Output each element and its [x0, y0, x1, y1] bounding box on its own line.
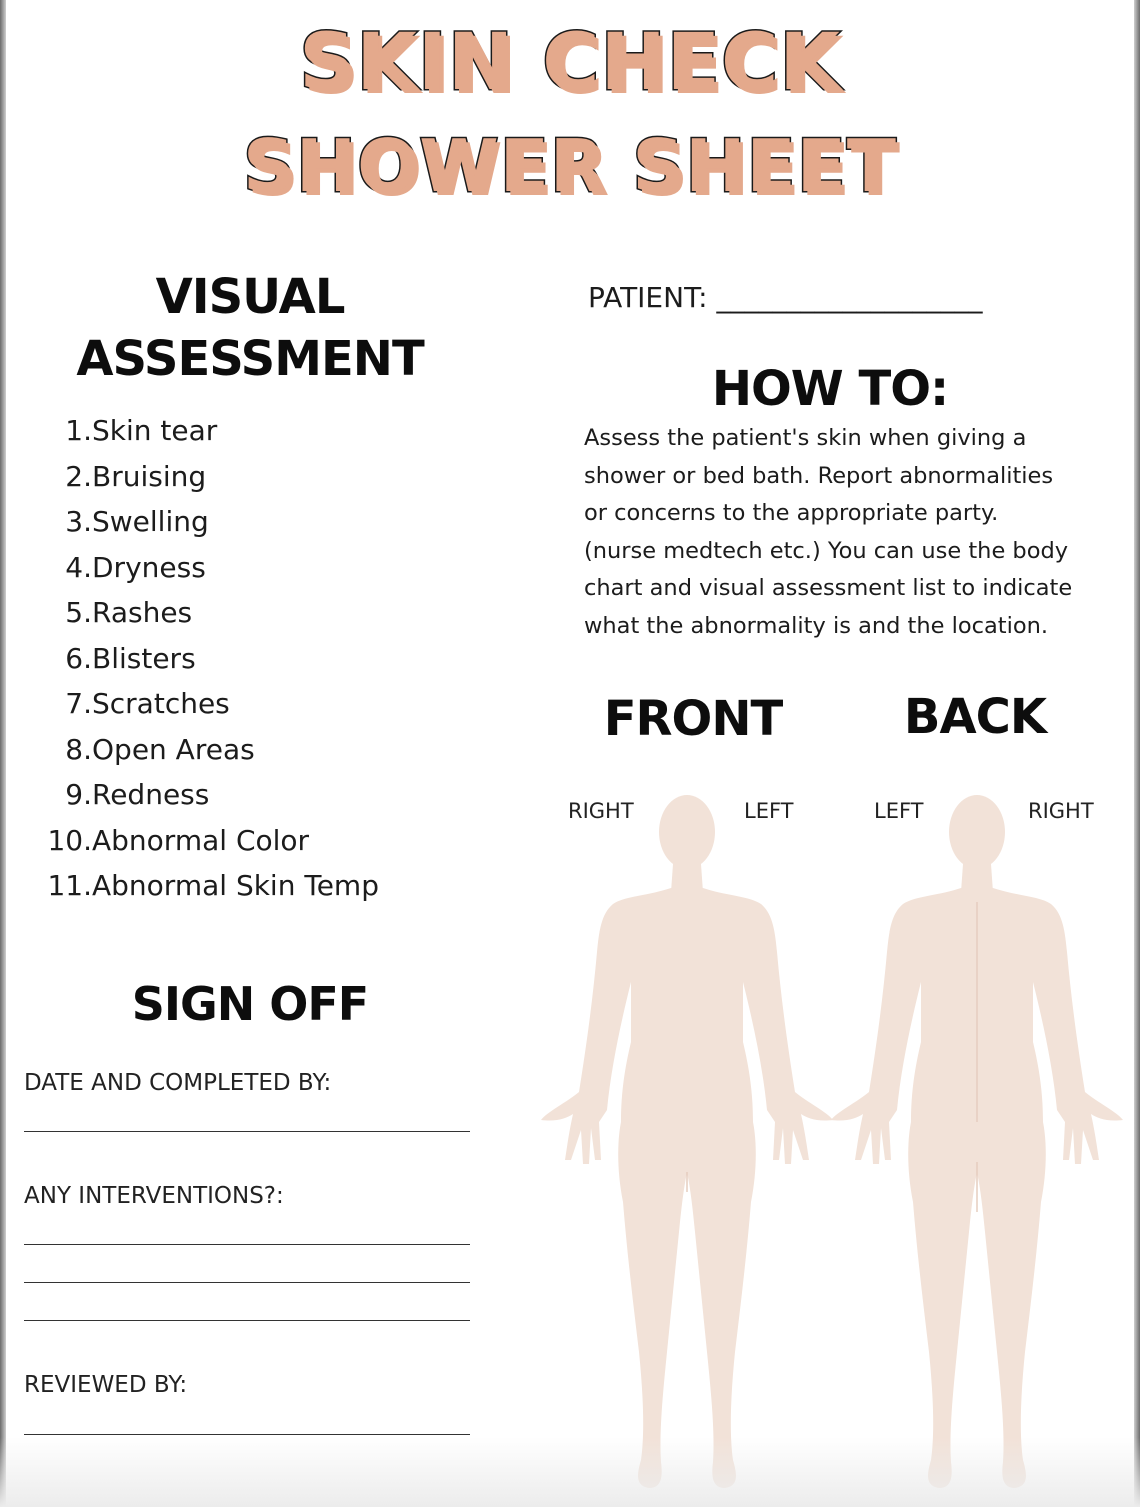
instruction-line: chart and visual assessment list to indicate [584, 575, 1073, 602]
instruction-line: shower or bed bath. Report abnormalities [584, 462, 1054, 489]
list-item [44, 545, 379, 591]
front-right-label: RIGHT [568, 799, 634, 823]
page-edge-left [0, 0, 6, 1507]
list-item [44, 818, 379, 864]
list-item-number: 5. [65, 596, 92, 629]
instruction-line: (nurse medtech etc.) You can use the body [584, 537, 1069, 564]
list-item [44, 681, 379, 727]
front-left-label: LEFT [744, 799, 794, 823]
list-item-text: Skin tear [92, 414, 218, 447]
back-left-label: LEFT [874, 799, 924, 823]
page-edge-right [1134, 0, 1140, 1507]
figure-silhouette [831, 795, 1123, 1488]
instruction-line: what the abnormality is and the location. [584, 612, 1049, 639]
figure-silhouette [541, 795, 833, 1488]
page-bottom-shadow [0, 1437, 1140, 1507]
list-item [44, 863, 379, 909]
list-item [44, 772, 379, 818]
list-item [44, 727, 379, 773]
list-item-number: 1. [65, 414, 92, 447]
list-item-number: 3. [65, 505, 92, 538]
reviewed-by-line[interactable] [24, 1434, 470, 1435]
body-figure-back[interactable] [826, 792, 1128, 1492]
list-item-number: 10. [47, 823, 92, 857]
patient-field[interactable] [588, 278, 982, 318]
list-item [44, 499, 379, 545]
list-item-text: Bruising [92, 459, 207, 493]
title-line-2: SHOWER SHEET [242, 124, 898, 208]
list-item [44, 590, 379, 636]
back-right-label: RIGHT [1028, 799, 1094, 823]
assessment-list [44, 408, 379, 909]
list-item-text: Blisters [92, 641, 196, 675]
list-item [44, 408, 379, 454]
title-line-1: SKIN CHECK [299, 18, 841, 108]
list-item-number: 11. [47, 869, 92, 902]
patient-blank[interactable]: ___________________ [716, 281, 983, 314]
visual-assessment-heading-1: VISUAL [155, 269, 345, 325]
list-item-text: Rashes [92, 596, 193, 629]
list-item-number: 9. [65, 778, 92, 811]
list-item-number: 4. [65, 550, 92, 584]
interventions-label: ANY INTERVENTIONS?: [24, 1183, 284, 1209]
patient-label: PATIENT: [588, 281, 708, 314]
list-item-text: Dryness [92, 550, 206, 584]
back-heading: BACK [903, 689, 1047, 745]
list-item [44, 636, 379, 682]
list-item-text: Scratches [92, 687, 230, 720]
interventions-line-3[interactable] [24, 1320, 470, 1321]
list-item-text: Swelling [92, 505, 209, 538]
list-item-text: Open Areas [92, 732, 255, 766]
sign-off-heading: SIGN OFF [131, 977, 369, 1031]
list-item-text: Abnormal Skin Temp [92, 869, 379, 902]
instruction-line: or concerns to the appropriate party. [584, 500, 999, 527]
date-completed-label: DATE AND COMPLETED BY: [24, 1070, 332, 1096]
list-item-number: 8. [65, 732, 92, 766]
how-to-instructions [584, 420, 1104, 646]
body-figure-front[interactable] [536, 792, 838, 1492]
list-item [44, 454, 379, 500]
date-completed-line[interactable] [24, 1131, 470, 1132]
visual-assessment-heading-2: ASSESSMENT [76, 331, 424, 387]
list-item-text: Abnormal Color [92, 823, 310, 857]
interventions-line-2[interactable] [24, 1282, 470, 1283]
list-item-number: 7. [65, 687, 92, 720]
list-item-number: 2. [65, 459, 92, 493]
interventions-line-1[interactable] [24, 1244, 470, 1245]
how-to-heading: HOW TO: [711, 361, 949, 417]
front-heading: FRONT [603, 691, 783, 747]
instruction-line: Assess the patient's skin when giving a [584, 425, 1027, 451]
list-item-number: 6. [65, 641, 92, 675]
list-item-text: Redness [92, 778, 210, 811]
reviewed-by-label: REVIEWED BY: [24, 1372, 188, 1398]
